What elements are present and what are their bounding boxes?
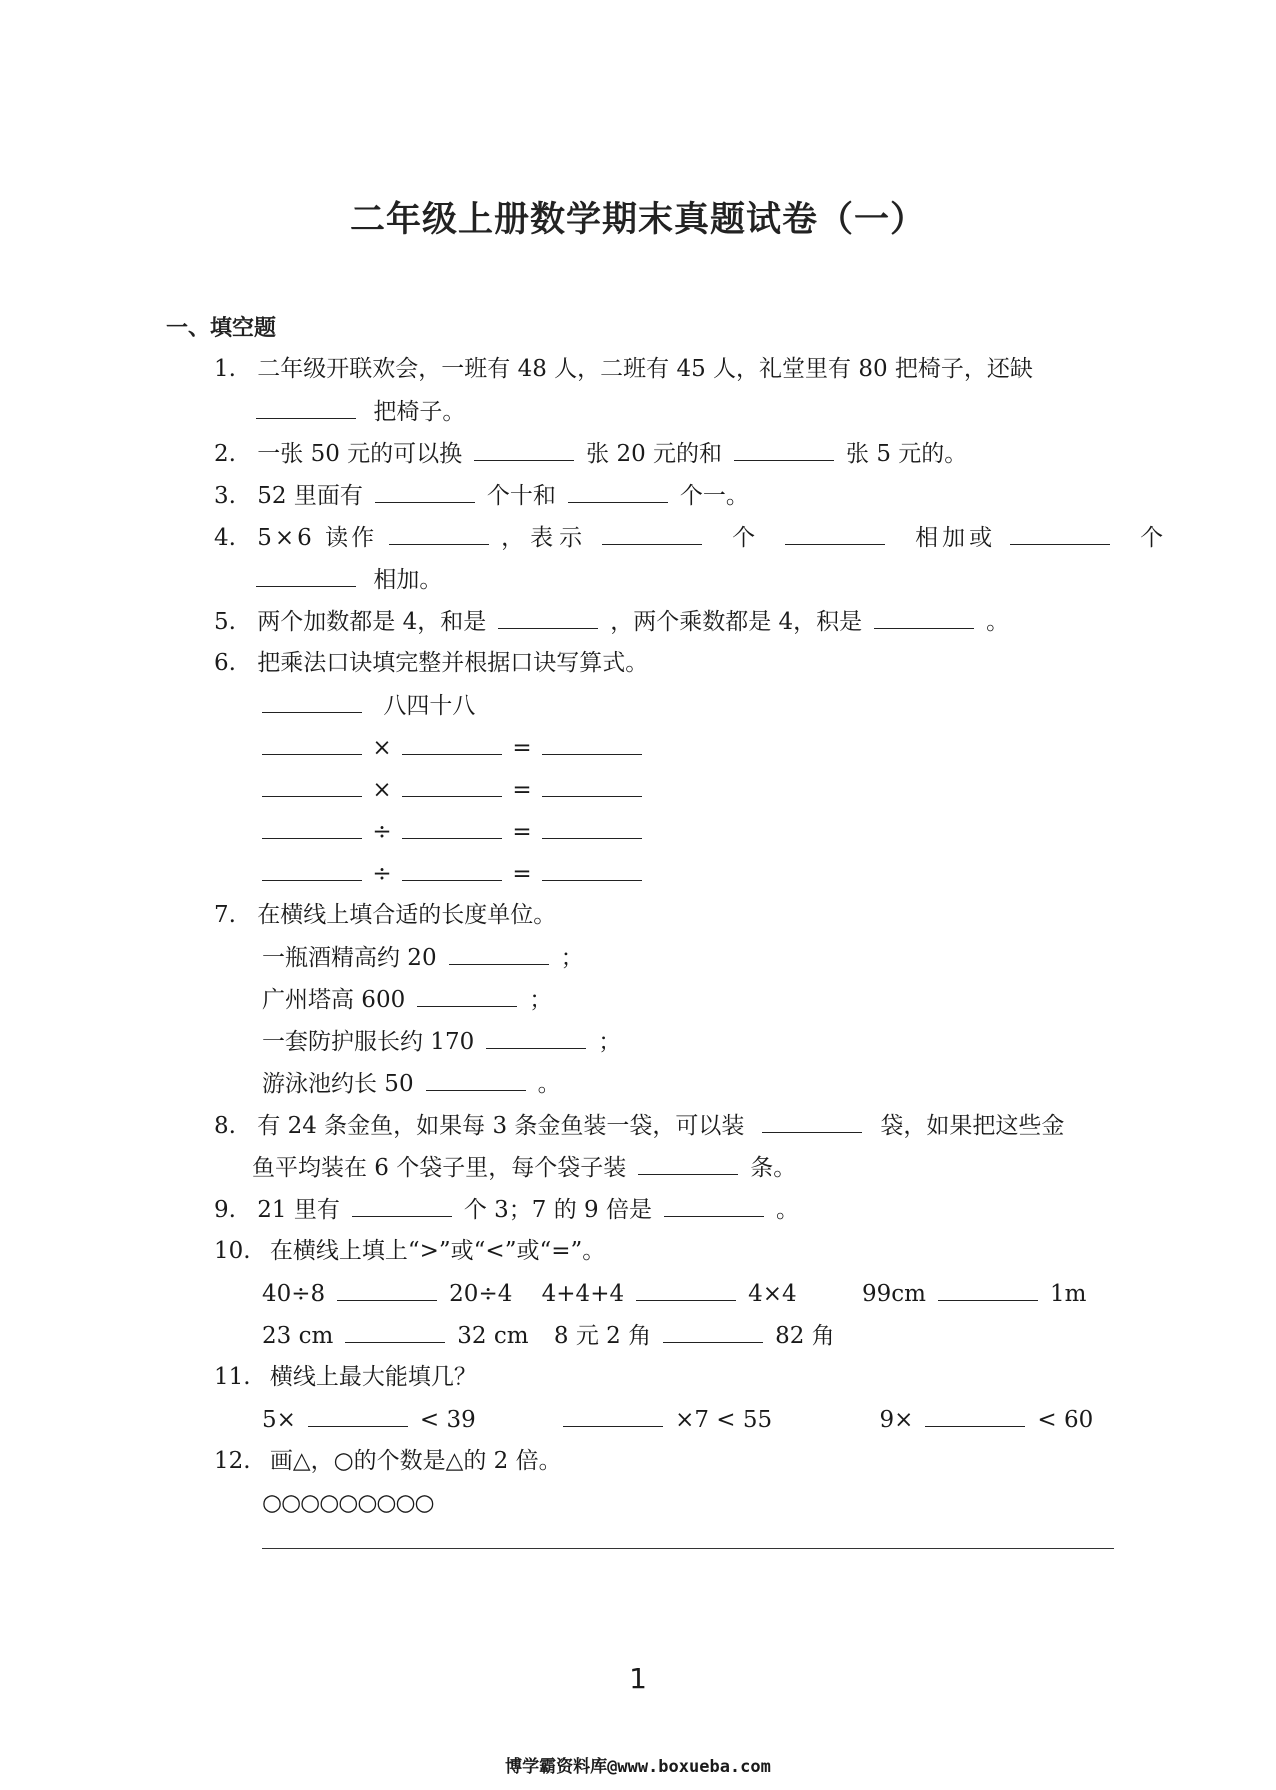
answer-blank[interactable] [262, 690, 362, 713]
question-text: 条。 [750, 1155, 797, 1181]
max-fill-line [262, 1404, 1093, 1435]
footer-watermark: 博学霸资料库@www.boxueba.com [505, 1757, 771, 1777]
question-text: 5×6 读作 [257, 525, 378, 551]
question-1-line-1 [214, 354, 1033, 384]
answer-blank[interactable] [345, 1320, 445, 1343]
question-8-line-1 [214, 1110, 1064, 1141]
answer-blank[interactable] [542, 858, 642, 881]
equals-sign: = [512, 819, 532, 845]
question-text: 21 里有 [257, 1197, 340, 1223]
equation-line-2 [262, 774, 642, 805]
answer-blank[interactable] [568, 480, 668, 503]
times-sign: × [372, 735, 392, 761]
answer-blank[interactable] [762, 1110, 862, 1133]
answer-blank[interactable] [417, 984, 517, 1007]
question-number: 3. [214, 483, 236, 509]
expression: < 60 [1037, 1407, 1094, 1433]
question-text: 有 24 条金鱼，如果每 3 条金鱼装一袋，可以装 [257, 1113, 745, 1139]
question-text: 个 3；7 的 9 倍是 [463, 1197, 652, 1223]
expression: ×7 < 55 [675, 1407, 773, 1433]
question-text: 。 [986, 609, 1010, 635]
answer-blank[interactable] [486, 1026, 586, 1049]
answer-blank[interactable] [256, 396, 356, 419]
question-text: 横线上最大能填几？ [269, 1364, 477, 1390]
question-text: 。 [776, 1197, 799, 1223]
question-10 [214, 1236, 605, 1266]
expression: 40÷8 [262, 1281, 326, 1307]
answer-blank[interactable] [938, 1278, 1038, 1301]
question-text: 个十和 [486, 483, 556, 509]
unit-line-4 [262, 1068, 561, 1099]
question-7 [214, 900, 556, 930]
page-number: 1 [629, 1662, 647, 1695]
answer-blank[interactable] [542, 732, 642, 755]
answer-blank[interactable] [664, 1194, 764, 1217]
compare-line-1 [262, 1278, 1086, 1309]
unit-line-3 [262, 1026, 621, 1057]
answer-blank[interactable] [262, 732, 362, 755]
question-3 [214, 480, 749, 511]
answer-blank[interactable] [402, 858, 502, 881]
equation-line-3 [262, 816, 642, 847]
question-5 [214, 606, 1009, 637]
question-text: 鱼平均装在 6 个袋子里，每个袋子装 [252, 1155, 627, 1181]
expression: 1m [1049, 1281, 1087, 1307]
expression: 8 元 2 角 [553, 1323, 652, 1349]
question-text: 张 5 元的。 [846, 441, 968, 467]
question-number: 8. [214, 1113, 236, 1139]
answer-blank[interactable] [402, 732, 502, 755]
question-9 [214, 1194, 799, 1225]
question-text: 二年级开联欢会，一班有 48 人，二班有 45 人，礼堂里有 80 把椅子，还缺 [257, 356, 1033, 382]
question-text: 在横线上填上“>”或“<”或“=”。 [269, 1238, 606, 1264]
expression: 5× [262, 1407, 296, 1433]
question-number: 6. [214, 650, 236, 676]
expression: 20÷4 [449, 1281, 513, 1307]
answer-blank[interactable] [308, 1404, 408, 1427]
question-text: 广州塔高 600 [262, 987, 406, 1013]
question-number: 2. [214, 441, 236, 467]
question-8-line-2 [252, 1152, 796, 1183]
answer-blank[interactable] [874, 606, 974, 629]
question-1-line-2 [256, 396, 465, 427]
question-number: 12. [214, 1448, 251, 1474]
answer-blank[interactable] [602, 522, 702, 545]
question-text: 个 [1140, 525, 1164, 551]
answer-blank[interactable] [1010, 522, 1110, 545]
answer-blank[interactable] [734, 438, 834, 461]
question-text: 一张 50 元的可以换 [257, 441, 463, 467]
answer-blank[interactable] [402, 774, 502, 797]
punctuation: 。 [537, 1071, 561, 1097]
answer-blank[interactable] [638, 1152, 738, 1175]
question-2 [214, 438, 967, 469]
expression: 82 角 [775, 1323, 835, 1349]
answer-blank[interactable] [498, 606, 598, 629]
times-sign: × [372, 777, 392, 803]
question-text: 游泳池约长 50 [262, 1071, 414, 1097]
page-title: 二年级上册数学期末真题试卷（一） [349, 200, 926, 240]
answer-blank[interactable] [262, 858, 362, 881]
expression: 99cm [861, 1281, 926, 1307]
answer-blank[interactable] [636, 1278, 736, 1301]
answer-blank[interactable] [542, 774, 642, 797]
compare-line-2 [262, 1320, 835, 1351]
answer-blank[interactable] [256, 564, 356, 587]
answer-blank[interactable] [474, 438, 574, 461]
question-text: 袋，如果把这些金 [880, 1113, 1065, 1139]
question-4-line-1 [214, 522, 1163, 553]
unit-line-2 [262, 984, 552, 1015]
expression: 4+4+4 [541, 1281, 625, 1307]
question-text: 把乘法口诀填完整并根据口诀写算式。 [257, 650, 649, 676]
section-heading: 一、填空题 [166, 316, 277, 341]
koujue-text: 八四十八 [383, 693, 476, 719]
expression: 4×4 [748, 1281, 797, 1307]
question-text: 52 里面有 [257, 483, 363, 509]
question-text: 在横线上填合适的长度单位。 [257, 902, 557, 928]
question-text: 张 20 元的和 [586, 441, 723, 467]
answer-blank[interactable] [426, 1068, 526, 1091]
expression: 32 cm [457, 1323, 529, 1349]
question-number: 1. [214, 356, 236, 382]
divide-sign: ÷ [372, 861, 392, 887]
circle-row: ○○○○○○○○○ [262, 1490, 434, 1516]
question-text: 一瓶酒精高约 20 [262, 945, 437, 971]
question-text: 个一。 [679, 483, 749, 509]
drawing-answer-line[interactable] [262, 1548, 1114, 1549]
question-text: 两个加数都是 4，和是 [257, 609, 487, 635]
answer-blank[interactable] [337, 1278, 437, 1301]
question-text: 把椅子。 [373, 399, 466, 425]
divide-sign: ÷ [372, 819, 392, 845]
question-number: 10. [214, 1238, 251, 1264]
koujue-line [262, 690, 475, 721]
answer-blank[interactable] [262, 774, 362, 797]
equation-line-1 [262, 732, 642, 763]
question-number: 11. [214, 1364, 251, 1390]
question-text: 相加。 [373, 567, 443, 593]
answer-blank[interactable] [375, 480, 475, 503]
answer-blank[interactable] [262, 816, 362, 839]
answer-blank[interactable] [389, 522, 489, 545]
answer-blank[interactable] [663, 1320, 763, 1343]
unit-line-1 [262, 942, 584, 973]
answer-blank[interactable] [542, 816, 642, 839]
equals-sign: = [512, 735, 532, 761]
question-number: 5. [214, 609, 236, 635]
punctuation: ； [598, 1029, 622, 1055]
equation-line-4 [262, 858, 642, 889]
question-text: ，表示 [501, 525, 589, 551]
question-number: 4. [214, 525, 236, 551]
question-number: 7. [214, 902, 236, 928]
punctuation: ； [529, 987, 553, 1013]
equals-sign: = [512, 861, 532, 887]
question-11 [214, 1362, 477, 1392]
answer-blank[interactable] [925, 1404, 1025, 1427]
punctuation: ； [560, 945, 584, 971]
equals-sign: = [512, 777, 532, 803]
question-text: 相加或 [915, 525, 997, 551]
expression: 9× [879, 1407, 914, 1433]
answer-blank[interactable] [785, 522, 885, 545]
question-text: 画△，○的个数是△的 2 倍。 [269, 1448, 562, 1474]
answer-blank[interactable] [449, 942, 549, 965]
question-text: ，两个乘数都是 4，积是 [610, 609, 863, 635]
question-number: 9. [214, 1197, 236, 1223]
question-6 [214, 648, 648, 678]
expression: < 39 [419, 1407, 476, 1433]
answer-blank[interactable] [352, 1194, 452, 1217]
question-text: 个 [732, 525, 756, 551]
answer-blank[interactable] [402, 816, 502, 839]
question-text: 一套防护服长约 170 [262, 1029, 475, 1055]
answer-blank[interactable] [563, 1404, 663, 1427]
expression: 23 cm [262, 1323, 334, 1349]
question-4-line-2 [256, 564, 442, 595]
question-12 [214, 1446, 562, 1476]
